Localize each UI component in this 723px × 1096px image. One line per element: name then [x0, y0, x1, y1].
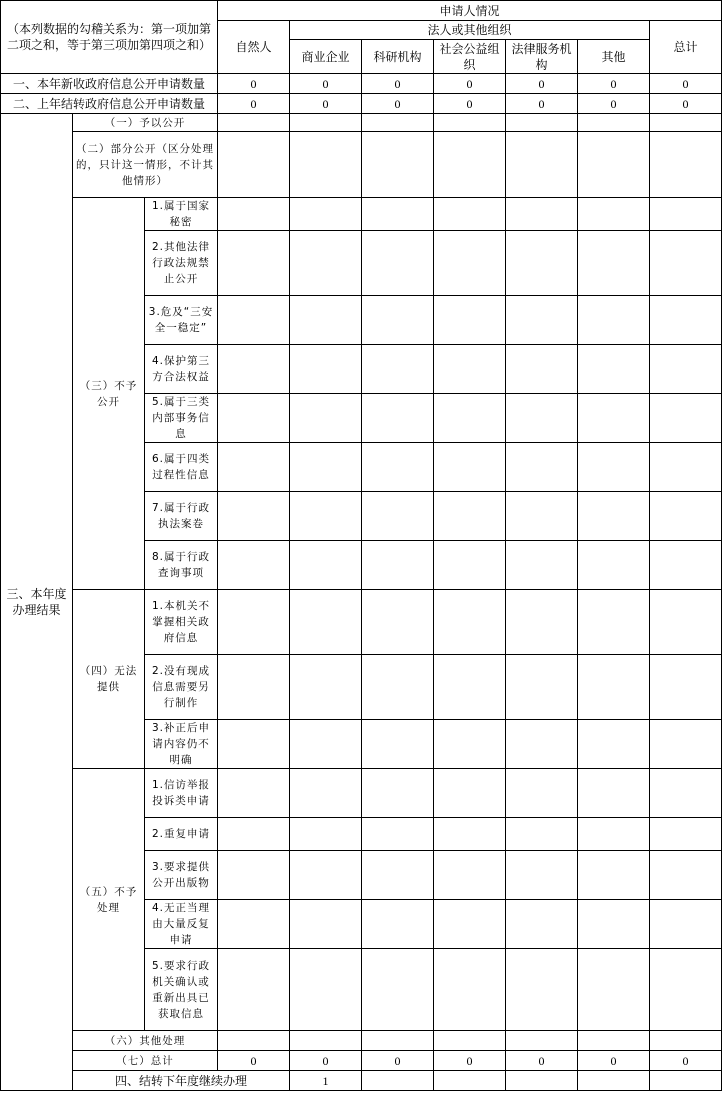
natural-person-header: 自然人 [218, 21, 290, 74]
item-label: 1.属于国家秘密 [145, 198, 218, 231]
value-cell: 0 [650, 94, 722, 114]
item-label: 2.没有现成信息需要另行制作 [145, 655, 218, 720]
value-cell: 0 [506, 94, 578, 114]
item-label: 5.要求行政机关确认或重新出具已获取信息 [145, 949, 218, 1031]
table-row [1, 74, 722, 94]
total-header: 总计 [650, 21, 722, 74]
value-cell: 0 [290, 1051, 362, 1071]
value-cell [434, 1071, 506, 1091]
commercial-enterprise-header: 商业企业 [290, 40, 362, 74]
value-cell: 0 [362, 94, 434, 114]
table-row [1, 590, 722, 655]
other-header: 其他 [578, 40, 650, 74]
value-cell [578, 1071, 650, 1091]
table-row [1, 114, 722, 132]
value-cell [362, 1071, 434, 1091]
value-cell: 0 [362, 74, 434, 94]
value-cell: 0 [578, 94, 650, 114]
value-cell: 0 [650, 74, 722, 94]
sub-row-label: （二）部分公开（区分处理的，只计这一情形，不计其他情形） [73, 132, 218, 198]
row-label: 四、结转下年度继续办理 [73, 1071, 290, 1091]
item-label: 1.本机关不掌握相关政府信息 [145, 590, 218, 655]
item-label: 3.危及“三安全一稳定” [145, 296, 218, 345]
research-institution-header: 科研机构 [362, 40, 434, 74]
row-label: 一、本年新收政府信息公开申请数量 [1, 74, 218, 94]
table-row [1, 94, 722, 114]
item-label: 4.保护第三方合法权益 [145, 345, 218, 394]
value-cell: 0 [506, 74, 578, 94]
item-label: 7.属于行政执法案卷 [145, 492, 218, 541]
column-note-cell: （本列数据的勾稽关系为：第一项加第二项之和，等于第三项加第四项之和） [1, 1, 218, 74]
value-cell: 0 [578, 74, 650, 94]
section-three-label: 三、本年度办理结果 [1, 114, 73, 1091]
item-label: 5.属于三类内部事务信息 [145, 394, 218, 443]
item-label: 8.属于行政查询事项 [145, 541, 218, 590]
value-cell: 0 [218, 1051, 290, 1071]
table-row [1, 198, 722, 231]
value-cell: 0 [650, 1051, 722, 1071]
value-cell: 0 [434, 94, 506, 114]
value-cell: 0 [290, 94, 362, 114]
table-row [1, 1031, 722, 1051]
item-label: 3.要求提供公开出版物 [145, 851, 218, 900]
value-cell: 0 [434, 1051, 506, 1071]
sub-row-label: （七）总计 [73, 1051, 218, 1071]
value-cell: 1 [290, 1071, 362, 1091]
item-label: 1.信访举报投诉类申请 [145, 769, 218, 818]
item-label: 2.其他法律行政法规禁止公开 [145, 231, 218, 296]
value-cell: 0 [218, 74, 290, 94]
row-label: 二、上年结转政府信息公开申请数量 [1, 94, 218, 114]
value-cell [506, 1071, 578, 1091]
value-cell [650, 1071, 722, 1091]
value-cell: 0 [434, 74, 506, 94]
sub-row-label: （六）其他处理 [73, 1031, 218, 1051]
table-row [1, 1051, 722, 1071]
legal-service-org-header: 法律服务机构 [506, 40, 578, 74]
table-row [1, 132, 722, 198]
item-label: 2.重复申请 [145, 818, 218, 851]
item-label: 3.补正后申请内容仍不明确 [145, 720, 218, 769]
group-label: （三）不予公开 [73, 198, 145, 590]
item-label: 4.无正当理由大量反复申请 [145, 900, 218, 949]
value-cell: 0 [290, 74, 362, 94]
group-label: （四）无法提供 [73, 590, 145, 769]
group-label: （五）不予处理 [73, 769, 145, 1031]
table-row [1, 1071, 722, 1091]
social-welfare-org-header: 社会公益组织 [434, 40, 506, 74]
value-cell: 0 [362, 1051, 434, 1071]
value-cell: 0 [506, 1051, 578, 1071]
sub-row-label: （一）予以公开 [73, 114, 218, 132]
item-label: 6.属于四类过程性信息 [145, 443, 218, 492]
value-cell: 0 [578, 1051, 650, 1071]
value-cell: 0 [218, 94, 290, 114]
table-row [1, 769, 722, 818]
legal-or-other-org-header: 法人或其他组织 [290, 21, 650, 40]
applicant-situation-header: 申请人情况 [218, 1, 722, 21]
